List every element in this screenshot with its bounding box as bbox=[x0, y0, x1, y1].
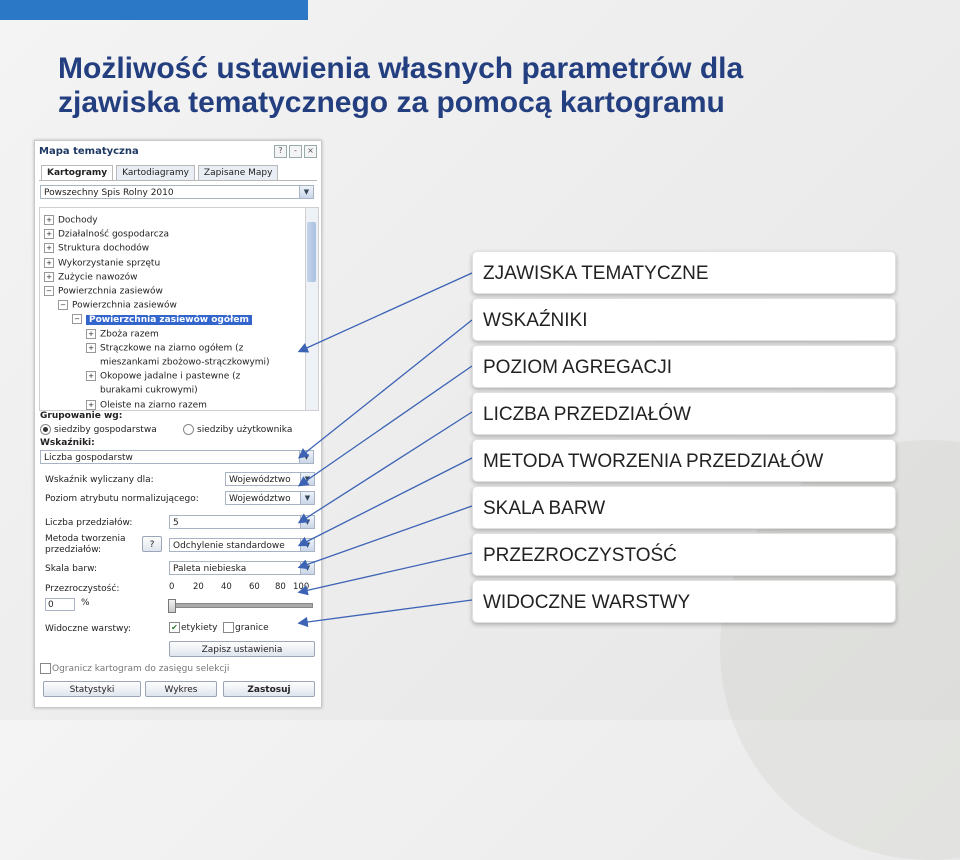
chevron-down-icon[interactable]: ▼ bbox=[300, 562, 314, 574]
collapse-icon[interactable]: − bbox=[58, 300, 68, 310]
limit-to-selection-label: Ogranicz kartogram do zasięgu selekcji bbox=[52, 664, 230, 674]
class-count-select[interactable] bbox=[169, 515, 315, 529]
tick-label: 60 bbox=[249, 582, 260, 592]
collapse-icon[interactable]: − bbox=[44, 286, 54, 296]
layer-option-label: etykiety bbox=[181, 623, 218, 633]
tree-node-label: Zużycie nawozów bbox=[58, 272, 138, 283]
layer-option-label: granice bbox=[235, 623, 269, 633]
tick-label: 100 bbox=[293, 582, 310, 592]
visible-layers-label: Widoczne warstwy: bbox=[45, 624, 132, 634]
indicator-for-select[interactable] bbox=[225, 472, 315, 486]
tree-node-label: Powierzchnia zasiewów bbox=[72, 300, 177, 311]
tree-node[interactable] bbox=[44, 229, 169, 240]
arrow-class-count bbox=[300, 412, 472, 522]
tree-node[interactable] bbox=[86, 385, 198, 396]
layer-option-labels[interactable] bbox=[169, 622, 218, 633]
indicator-select[interactable] bbox=[40, 450, 314, 464]
arrow-layers bbox=[300, 600, 472, 623]
tree-node[interactable] bbox=[44, 258, 160, 269]
minimize-icon[interactable]: - bbox=[289, 145, 302, 158]
slide-title-line-2: zjawiska tematycznego za pomocą kartogramu bbox=[58, 86, 725, 119]
tree-node-label: Działalność gospodarcza bbox=[58, 229, 169, 240]
class-count-label: Liczba przedziałów: bbox=[45, 518, 133, 528]
tree-node-label: Okopowe jadalne i pastewne (z bbox=[100, 371, 241, 382]
tree-node[interactable] bbox=[86, 371, 240, 382]
checkbox-icon[interactable] bbox=[40, 663, 51, 674]
apply-button[interactable]: Zastosuj bbox=[223, 681, 315, 697]
window-tabs bbox=[41, 165, 278, 180]
dataset-select[interactable] bbox=[40, 185, 314, 199]
tree-node[interactable] bbox=[44, 243, 149, 254]
chevron-down-icon[interactable]: ▼ bbox=[300, 492, 314, 504]
method-label-2: przedziałów: bbox=[45, 545, 102, 555]
callout-item: SKALA BARW bbox=[472, 486, 896, 529]
grouping-option-user[interactable] bbox=[183, 424, 292, 435]
expand-icon[interactable]: + bbox=[44, 215, 54, 225]
tick-label: 0 bbox=[169, 582, 175, 592]
color-scale-label: Skala barw: bbox=[45, 564, 97, 574]
method-select[interactable] bbox=[169, 538, 315, 552]
tree-node[interactable] bbox=[72, 314, 252, 325]
callout-item: METODA TWORZENIA PRZEDZIAŁÓW bbox=[472, 439, 896, 482]
tab-zapisane-mapy[interactable]: Zapisane Mapy bbox=[198, 165, 279, 180]
arrow-transparency bbox=[300, 553, 472, 592]
chevron-down-icon[interactable]: ▼ bbox=[300, 539, 314, 551]
expand-icon[interactable]: + bbox=[44, 272, 54, 282]
close-icon[interactable]: × bbox=[304, 145, 317, 158]
indicator-tree[interactable] bbox=[39, 207, 319, 411]
expand-icon[interactable]: + bbox=[44, 243, 54, 253]
tick-label: 20 bbox=[193, 582, 204, 592]
tree-node-label: Zboża razem bbox=[100, 329, 159, 340]
slider-handle[interactable] bbox=[168, 599, 176, 613]
callout-item: WSKAŹNIKI bbox=[472, 298, 896, 341]
grouping-option-label: siedziby gospodarstwa bbox=[54, 425, 157, 435]
indicator-for-label: Wskaźnik wyliczany dla: bbox=[45, 475, 154, 485]
arrow-indicators bbox=[300, 320, 472, 457]
expand-icon[interactable]: + bbox=[86, 400, 96, 410]
tick-label: 80 bbox=[275, 582, 286, 592]
arrow-method bbox=[300, 458, 472, 545]
tree-node[interactable] bbox=[44, 272, 137, 283]
tree-node-label: mieszankami zbożowo-strączkowymi) bbox=[100, 357, 270, 368]
chart-button[interactable]: Wykres bbox=[145, 681, 217, 697]
transparency-input[interactable]: 0 bbox=[45, 598, 75, 611]
arrow-thematic bbox=[300, 273, 472, 351]
callout-item: WIDOCZNE WARSTWY bbox=[472, 580, 896, 623]
callout-item: LICZBA PRZEDZIAŁÓW bbox=[472, 392, 896, 435]
grouping-option-label: siedziby użytkownika bbox=[197, 425, 293, 435]
scrollbar-thumb[interactable] bbox=[307, 222, 316, 282]
radio-icon[interactable] bbox=[183, 424, 194, 435]
tree-node-label: Oleiste na ziarno razem bbox=[100, 400, 207, 411]
tree-node[interactable] bbox=[86, 343, 243, 354]
help-icon[interactable]: ? bbox=[274, 145, 287, 158]
tree-node-label: Powierzchnia zasiewów bbox=[58, 286, 163, 297]
expand-icon[interactable]: + bbox=[86, 371, 96, 381]
tree-node-label: Strączkowe na ziarno ogółem (z bbox=[100, 343, 244, 354]
tab-kartogramy[interactable]: Kartogramy bbox=[41, 165, 113, 180]
expand-icon[interactable]: + bbox=[44, 229, 54, 239]
method-value: Odchylenie standardowe bbox=[173, 541, 285, 551]
chevron-down-icon[interactable]: ▼ bbox=[299, 451, 313, 463]
grouping-option-farm[interactable] bbox=[40, 424, 157, 435]
slide-title-line-1: Możliwość ustawienia własnych parametrów dla bbox=[58, 52, 744, 85]
tree-node-label: Wykorzystanie sprzętu bbox=[58, 258, 161, 269]
chevron-down-icon[interactable]: ▼ bbox=[299, 186, 313, 198]
thematic-map-window bbox=[34, 140, 322, 708]
color-scale-select[interactable] bbox=[169, 561, 315, 575]
tree-node-label: Dochody bbox=[58, 215, 98, 226]
slide-title bbox=[58, 52, 938, 120]
statistics-button[interactable]: Statystyki bbox=[43, 681, 141, 697]
tick-label: 40 bbox=[221, 582, 232, 592]
transparency-slider[interactable] bbox=[169, 603, 313, 608]
collapse-icon[interactable]: − bbox=[72, 314, 82, 324]
tree-node-label: burakami cukrowymi) bbox=[100, 385, 198, 396]
indicators-label: Wskaźniki: bbox=[40, 438, 95, 448]
tree-node[interactable] bbox=[58, 300, 177, 311]
tab-kartodiagramy[interactable]: Kartodiagramy bbox=[116, 165, 195, 180]
tree-node[interactable] bbox=[86, 400, 207, 411]
limit-to-selection[interactable] bbox=[40, 663, 229, 674]
grouping-label: Grupowanie wg: bbox=[40, 411, 123, 421]
class-count-value: 5 bbox=[173, 518, 179, 528]
expand-icon[interactable]: + bbox=[44, 258, 54, 268]
tree-node[interactable] bbox=[86, 329, 159, 340]
method-help-button[interactable]: ? bbox=[142, 536, 162, 552]
callout-item: PRZEZROCZYSTOŚĆ bbox=[472, 533, 896, 576]
transparency-label: Przezroczystość: bbox=[45, 584, 120, 594]
tree-scrollbar[interactable] bbox=[305, 208, 318, 410]
transparency-unit: % bbox=[81, 598, 90, 608]
normalization-select[interactable] bbox=[225, 491, 315, 505]
checkbox-checked-icon[interactable]: ✔ bbox=[169, 622, 180, 633]
indicator-value: Liczba gospodarstw bbox=[44, 453, 133, 463]
window-title: Mapa tematyczna bbox=[39, 146, 139, 157]
normalization-label: Poziom atrybutu normalizującego: bbox=[45, 494, 199, 504]
window-controls bbox=[274, 145, 317, 158]
chevron-down-icon[interactable]: ▼ bbox=[300, 473, 314, 485]
arrow-aggregation bbox=[300, 366, 472, 485]
tree-node-label: Powierzchnia zasiewów ogółem bbox=[86, 315, 252, 325]
dataset-value: Powszechny Spis Rolny 2010 bbox=[44, 188, 174, 198]
tree-node[interactable] bbox=[44, 215, 98, 226]
callout-item: ZJAWISKA TEMATYCZNE bbox=[472, 251, 896, 294]
expand-icon[interactable]: + bbox=[86, 343, 96, 353]
tab-divider bbox=[39, 180, 317, 181]
save-settings-button[interactable]: Zapisz ustawienia bbox=[169, 641, 315, 657]
indicator-for-value: Województwo bbox=[229, 475, 291, 485]
callout-item: POZIOM AGREGACJI bbox=[472, 345, 896, 388]
checkbox-icon[interactable] bbox=[223, 622, 234, 633]
top-accent-bar bbox=[0, 0, 308, 20]
color-scale-value: Paleta niebieska bbox=[173, 564, 247, 574]
chevron-down-icon[interactable]: ▼ bbox=[300, 516, 314, 528]
callout-list bbox=[472, 251, 896, 627]
normalization-value: Województwo bbox=[229, 494, 291, 504]
tree-node-label: Struktura dochodów bbox=[58, 243, 150, 254]
tree-node[interactable] bbox=[44, 286, 163, 297]
arrow-color-scale bbox=[300, 506, 472, 567]
tree-node[interactable] bbox=[86, 357, 270, 368]
layer-option-borders[interactable] bbox=[223, 622, 269, 633]
radio-icon[interactable] bbox=[40, 424, 51, 435]
expand-icon[interactable]: + bbox=[86, 329, 96, 339]
method-label-1: Metoda tworzenia bbox=[45, 534, 126, 544]
